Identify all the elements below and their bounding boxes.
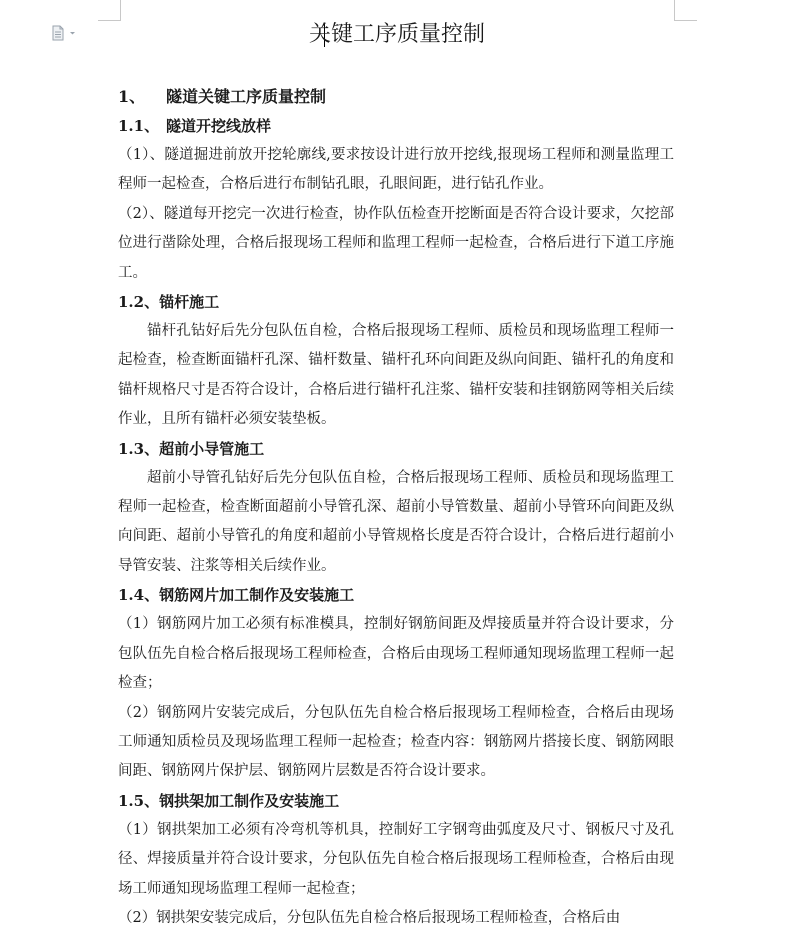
paragraph[interactable]: （1）钢筋网片加工必须有标准模具，控制好钢筋间距及焊接质量并符合设计要求，分包队伍先自检合格后报现场工程师检查，合格后由现场工程师通知现场监理工程师一起检查； — [118, 616, 674, 692]
paragraph[interactable]: （2）钢拱架安装完成后，分包队伍先自检合格后报现场工程师检查，合格后由 — [118, 909, 621, 926]
paragraph[interactable]: 超前小导管孔钻好后先分包队伍自检，合格后报现场工程师、质检员和现场监理工程师一起检查，检查断面超前小导管孔深、超前小导管数量、超前小导管环向间距及纵向间距、超前小导管孔的角度和超前小导管规格长度是否符合设计，合格后进行超前小导管安装、注浆等相关后续作业。 — [118, 469, 674, 574]
section-number: 1.2、 — [118, 293, 160, 312]
paragraph[interactable]: （1）、隧道掘进前放开挖轮廓线,要求按设计进行放开挖线,报现场工程师和测量监理工程师一起检查，合格后进行布制钻孔眼，孔眼间距，进行钻孔作业。 — [118, 147, 674, 193]
section-number: 1、 — [118, 87, 146, 106]
section-number: 1.1、 — [118, 117, 160, 135]
section-title: 隧道关键工序质量控制 — [166, 87, 327, 106]
paragraph[interactable]: 锚杆孔钻好后先分包队伍自检，合格后报现场工程师、质检员和现场监理工程师一起检查，检查断面锚杆孔深、锚杆数量、锚杆孔环向间距及纵向间距、锚杆孔的角度和锚杆规格尺寸是否符合设计，合格后进行锚杆孔注浆、锚杆安装和挂钢筋网等相关后续作业，且所有锚杆必须安装垫板。 — [118, 323, 674, 428]
section-number: 1.3、 — [118, 439, 160, 458]
section-heading-1-4[interactable] — [118, 581, 674, 610]
section-heading-1-2[interactable] — [118, 288, 674, 317]
section-title: 钢拱架加工制作及安装施工 — [159, 791, 340, 810]
section-heading-1-5[interactable] — [118, 787, 674, 816]
section-title: 钢筋网片加工制作及安装施工 — [159, 586, 355, 605]
paragraph[interactable]: （1）钢拱架加工必须有冷弯机等机具，控制好工字钢弯曲弧度及尺寸、钢板尺寸及孔径、焊接质量并符合设计要求，分包队伍先自检合格后报现场工程师检查，合格后由现场工师通知现场监理工程师一起检查； — [118, 821, 674, 897]
paragraph[interactable]: （2）钢筋网片安装完成后，分包队伍先自检合格后报现场工程师检查，合格后由现场工师通知质检员及现场监理工程师一起检查；检查内容：钢筋网片搭接长度、钢筋网眼间距、钢筋网片保护层、钢筋网片层数是否符合设计要求。 — [118, 704, 674, 780]
section-title: 隧道开挖线放样 — [166, 117, 272, 135]
section-title: 锚杆施工 — [159, 293, 220, 312]
margin-corner-mark-left — [98, 0, 121, 21]
document-body[interactable] — [118, 82, 674, 933]
section-heading-1-1[interactable] — [118, 112, 674, 141]
section-heading-1[interactable] — [118, 82, 674, 112]
margin-corner-mark-right — [674, 0, 697, 21]
document-title[interactable]: 关键工序质量控制 — [308, 22, 485, 47]
section-heading-1-3[interactable] — [118, 435, 674, 464]
section-number: 1.4、 — [118, 586, 160, 605]
section-number: 1.5、 — [118, 791, 160, 810]
paragraph[interactable]: （2）、隧道每开挖完一次进行检查，协作队伍检查开挖断面是否符合设计要求，欠挖部位进行凿除处理，合格后报现场工程师和监理工程师一起检查，合格后进行下道工序施工。 — [118, 205, 674, 281]
section-title: 超前小导管施工 — [159, 439, 265, 458]
